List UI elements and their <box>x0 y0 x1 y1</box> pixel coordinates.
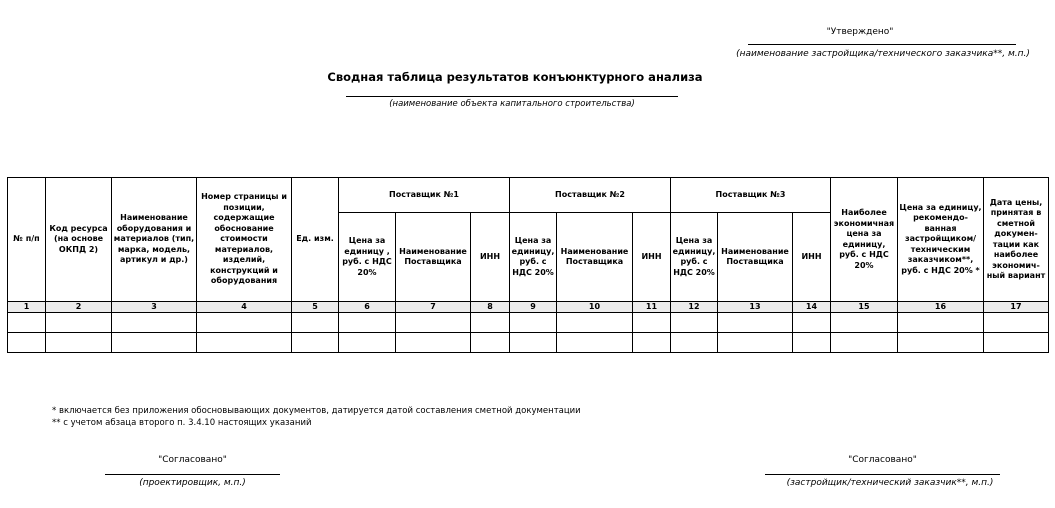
approved-label: "Утверждено" <box>826 27 894 37</box>
column-number: 3 <box>112 302 197 313</box>
table-cell[interactable] <box>8 333 46 353</box>
table-cell[interactable] <box>510 333 557 353</box>
table-cell[interactable] <box>197 313 292 333</box>
table-cell[interactable] <box>396 333 471 353</box>
table-cell[interactable] <box>793 333 831 353</box>
customer-signature-line <box>765 474 1000 475</box>
customer-caption: (застройщик/технический заказчик**, м.п.) <box>786 478 994 488</box>
header-unit: Ед. изм. <box>292 178 339 302</box>
column-number: 13 <box>718 302 793 313</box>
column-number: 11 <box>633 302 671 313</box>
table-cell[interactable] <box>471 313 510 333</box>
approval-caption: (наименование застройщика/технического заказчика**, м.п.) <box>736 49 1030 59</box>
table-cell[interactable] <box>718 333 793 353</box>
object-name-line <box>346 96 678 97</box>
table-cell[interactable] <box>831 313 898 333</box>
column-number-row <box>8 302 1049 313</box>
agreed-customer-label: "Согласовано" <box>848 455 917 465</box>
table-cell[interactable] <box>984 313 1049 333</box>
column-number: 7 <box>396 302 471 313</box>
table-cell[interactable] <box>633 333 671 353</box>
table-cell[interactable] <box>471 333 510 353</box>
header-supplier-1: Поставщик №1 <box>339 178 510 213</box>
column-number: 10 <box>557 302 633 313</box>
header-most-economical-price: Наиболее экономичная цена за единицу, руб. с НДС 20% <box>831 178 898 302</box>
table-cell[interactable] <box>671 333 718 353</box>
table-cell[interactable] <box>339 333 396 353</box>
header-s1-inn: ИНН <box>471 213 510 302</box>
table-cell[interactable] <box>112 333 197 353</box>
table-cell[interactable] <box>396 313 471 333</box>
header-row-number: № п/п <box>8 178 46 302</box>
table-row <box>8 333 1049 353</box>
table-row <box>8 313 1049 333</box>
table-cell[interactable] <box>831 333 898 353</box>
table-cell[interactable] <box>197 333 292 353</box>
header-s1-price: Цена за единицу , руб. с НДС 20% <box>339 213 396 302</box>
document-title: Сводная таблица результатов конъюнктурного анализа <box>327 70 703 84</box>
header-recommended-price: Цена за единицу, рекомендо-ванная застройщиком/ техническим заказчиком**, руб. с НДС 20% * <box>898 178 984 302</box>
column-number: 6 <box>339 302 396 313</box>
table-cell[interactable] <box>898 333 984 353</box>
header-s1-name: Наименование Поставщика <box>396 213 471 302</box>
table-cell[interactable] <box>8 313 46 333</box>
footnote-1: * включается без приложения обосновывающих документов, датируется датой составления сметной документации <box>52 406 581 416</box>
object-caption: (наименование объекта капитального строительства) <box>389 99 635 109</box>
approval-signature-line <box>748 44 1016 45</box>
summary-table <box>7 177 1049 353</box>
header-page-position: Номер страницы и позиции, содержащие обоснование стоимости материалов, изделий, конструкций и оборудования <box>197 178 292 302</box>
table-cell[interactable] <box>898 313 984 333</box>
column-number: 9 <box>510 302 557 313</box>
header-s2-name: Наименование Поставщика <box>557 213 633 302</box>
header-supplier-2: Поставщик №2 <box>510 178 671 213</box>
column-number: 8 <box>471 302 510 313</box>
column-number: 17 <box>984 302 1049 313</box>
header-price-date: Дата цены, принятая в сметной докумен-тации как наиболее экономич-ный вариант <box>984 178 1049 302</box>
table-cell[interactable] <box>557 313 633 333</box>
table-cell[interactable] <box>339 313 396 333</box>
table-cell[interactable] <box>46 333 112 353</box>
header-resource-code: Код ресурса (на основе ОКПД 2) <box>46 178 112 302</box>
table-cell[interactable] <box>557 333 633 353</box>
header-s2-inn: ИНН <box>633 213 671 302</box>
agreed-designer-label: "Согласовано" <box>158 455 227 465</box>
table-cell[interactable] <box>112 313 197 333</box>
table-cell[interactable] <box>292 313 339 333</box>
header-supplier-3: Поставщик №3 <box>671 178 831 213</box>
header-row-1 <box>8 178 1049 213</box>
designer-signature-line <box>105 474 280 475</box>
designer-caption: (проектировщик, м.п.) <box>139 478 246 488</box>
table-cell[interactable] <box>984 333 1049 353</box>
header-s3-name: Наименование Поставщика <box>718 213 793 302</box>
header-s3-price: Цена за единицу, руб. с НДС 20% <box>671 213 718 302</box>
header-s3-inn: ИНН <box>793 213 831 302</box>
column-number: 2 <box>46 302 112 313</box>
column-number: 1 <box>8 302 46 313</box>
table-cell[interactable] <box>718 313 793 333</box>
header-equipment-name: Наименование оборудования и материалов (тип, марка, модель, артикул и др.) <box>112 178 197 302</box>
column-number: 12 <box>671 302 718 313</box>
footnote-2: ** с учетом абзаца второго п. 3.4.10 настоящих указаний <box>52 418 312 428</box>
table-cell[interactable] <box>793 313 831 333</box>
table-cell[interactable] <box>510 313 557 333</box>
footnotes <box>52 405 581 429</box>
table-cell[interactable] <box>292 333 339 353</box>
table-cell[interactable] <box>633 313 671 333</box>
column-number: 16 <box>898 302 984 313</box>
column-number: 15 <box>831 302 898 313</box>
header-s2-price: Цена за единицу, руб. с НДС 20% <box>510 213 557 302</box>
column-number: 5 <box>292 302 339 313</box>
column-number: 4 <box>197 302 292 313</box>
table-cell[interactable] <box>671 313 718 333</box>
table-cell[interactable] <box>46 313 112 333</box>
column-number: 14 <box>793 302 831 313</box>
